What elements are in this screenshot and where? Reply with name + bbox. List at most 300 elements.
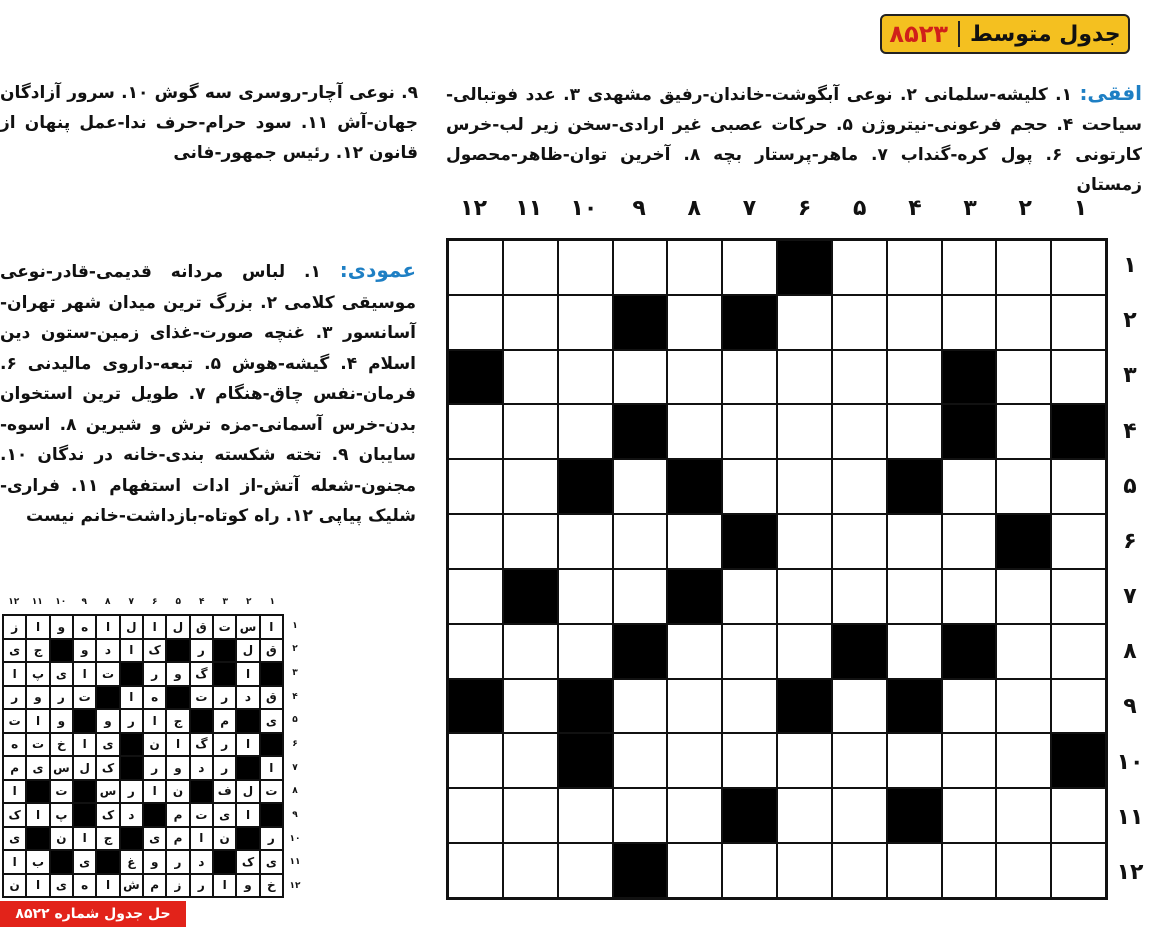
- column-number: ۱۱: [515, 196, 543, 221]
- grid-cell[interactable]: [667, 514, 722, 569]
- grid-cell-black: [667, 459, 722, 514]
- grid-cell[interactable]: [832, 569, 887, 624]
- grid-cell[interactable]: [777, 295, 832, 350]
- grid-cell[interactable]: [503, 514, 558, 569]
- solution-cell: ا: [3, 662, 26, 686]
- solution-cell: ر: [143, 756, 166, 780]
- solution-cell: ا: [236, 662, 259, 686]
- solution-cell-black: [73, 780, 96, 804]
- solution-cell-black: [26, 827, 49, 851]
- solution-cell: ا: [73, 827, 96, 851]
- grid-cell[interactable]: [777, 843, 832, 898]
- grid-cell[interactable]: [996, 624, 1051, 679]
- grid-cell[interactable]: [667, 843, 722, 898]
- row-number: ۵: [1123, 473, 1137, 499]
- grid-cell[interactable]: [942, 788, 997, 843]
- grid-cell[interactable]: [942, 240, 997, 295]
- solution-cell: د: [190, 756, 213, 780]
- grid-cell[interactable]: [832, 459, 887, 514]
- solution-cell: ه: [73, 874, 96, 898]
- solution-cell-black: [236, 827, 259, 851]
- solution-cell-black: [166, 639, 189, 663]
- grid-cell[interactable]: [503, 679, 558, 734]
- grid-cell[interactable]: [448, 843, 503, 898]
- grid-cell-black: [613, 295, 668, 350]
- grid-cell-black: [448, 350, 503, 405]
- solution-cell-black: [96, 686, 119, 710]
- grid-cell[interactable]: [887, 295, 942, 350]
- grid-cell[interactable]: [667, 404, 722, 459]
- solution-cell: ر: [213, 733, 236, 757]
- solution-cell: ک: [143, 639, 166, 663]
- solution-column-numbers: [2, 597, 284, 611]
- grid-cell[interactable]: [832, 240, 887, 295]
- solution-cell: ا: [236, 733, 259, 757]
- solution-cell: ن: [166, 780, 189, 804]
- solution-cell: ت: [213, 615, 236, 639]
- solution-cell: ا: [143, 780, 166, 804]
- crossword-grid: [446, 238, 1108, 900]
- solution-cell: ن: [143, 733, 166, 757]
- solution-cell: و: [50, 709, 73, 733]
- grid-cell[interactable]: [1051, 679, 1106, 734]
- grid-cell[interactable]: [667, 240, 722, 295]
- grid-cell[interactable]: [613, 788, 668, 843]
- solution-cell: ت: [260, 780, 283, 804]
- solution-cell-black: [166, 686, 189, 710]
- solution-cell: ت: [190, 686, 213, 710]
- solution-cell-black: [120, 756, 143, 780]
- grid-cell-black: [832, 624, 887, 679]
- solution-cell-black: [50, 850, 73, 874]
- solution-cell: و: [236, 874, 259, 898]
- grid-cell-black: [942, 404, 997, 459]
- column-number: ۲: [1018, 196, 1032, 221]
- grid-cell[interactable]: [722, 404, 777, 459]
- grid-cell[interactable]: [942, 733, 997, 788]
- title-separator: [958, 21, 960, 47]
- grid-cell[interactable]: [503, 733, 558, 788]
- grid-cell[interactable]: [1051, 350, 1106, 405]
- solution-cell: ر: [3, 686, 26, 710]
- grid-cell[interactable]: [1051, 295, 1106, 350]
- solution-cell: ن: [213, 827, 236, 851]
- grid-cell[interactable]: [777, 350, 832, 405]
- grid-cell[interactable]: [887, 404, 942, 459]
- grid-cell[interactable]: [667, 624, 722, 679]
- solution-row-number: ۹: [292, 810, 298, 821]
- solution-cell: د: [96, 639, 119, 663]
- grid-cell[interactable]: [558, 404, 613, 459]
- solution-column-number: ۹: [81, 597, 87, 607]
- solution-grid: [2, 614, 284, 898]
- solution-cell: ا: [26, 709, 49, 733]
- grid-cell-black: [722, 788, 777, 843]
- solution-cell: و: [50, 615, 73, 639]
- solution-cell: ت: [73, 686, 96, 710]
- solution-cell: ا: [190, 827, 213, 851]
- solution-cell: ر: [50, 686, 73, 710]
- row-number: ۱۱: [1116, 804, 1144, 830]
- solution-cell-black: [96, 850, 119, 874]
- solution-cell: ل: [120, 615, 143, 639]
- grid-cell[interactable]: [887, 733, 942, 788]
- row-numbers: [1110, 238, 1149, 900]
- grid-cell[interactable]: [777, 404, 832, 459]
- grid-cell[interactable]: [722, 240, 777, 295]
- solution-cell: ا: [26, 615, 49, 639]
- column-number: ۱: [1073, 196, 1088, 221]
- solution-cell: و: [26, 686, 49, 710]
- solution-cell-black: [120, 827, 143, 851]
- grid-cell[interactable]: [503, 295, 558, 350]
- grid-cell-black: [558, 459, 613, 514]
- grid-cell[interactable]: [448, 404, 503, 459]
- solution-cell-black: [260, 803, 283, 827]
- solution-cell: ا: [96, 874, 119, 898]
- grid-cell[interactable]: [887, 240, 942, 295]
- grid-cell-black: [613, 404, 668, 459]
- grid-cell[interactable]: [558, 624, 613, 679]
- horizontal-clues: [446, 78, 1142, 200]
- grid-cell[interactable]: [777, 459, 832, 514]
- grid-cell[interactable]: [942, 843, 997, 898]
- grid-cell[interactable]: [996, 679, 1051, 734]
- vertical-clues-text: ۱. لباس مردانه قدیمی-قادر-نوعی موسیقی کلامی ۲. بزرگ ترین میدان شهر تهران-آسانسور ۳. غنچه صورت-غذای زمین-ستون دین اسلام ۴. گیشه-هوش ۵. تبعه-داروی مالیدنی ۶. فرمان-نفس چاق-هنگام ۷. طویل ترین استخوان بدن-خرس آسمانی-مزه ترش و شیرین ۸. اسوه-سایبان ۹. تخته شکسته بندی-خانه در ندگان ۱۰. مجنون-شعله آتش-از ادات استفهام ۱۱. فراری-شلیک پیاپی ۱۲. راه کوتاه-بازداشت-خانم نیست: [0, 262, 417, 526]
- row-number: ۳: [1123, 363, 1137, 389]
- solution-cell: ی: [3, 639, 26, 663]
- grid-cell[interactable]: [503, 350, 558, 405]
- solution-cell: ا: [96, 615, 119, 639]
- grid-cell[interactable]: [722, 624, 777, 679]
- solution-row-number: ۲: [292, 644, 298, 655]
- solution-cell: ی: [73, 850, 96, 874]
- solution-cell-black: [120, 733, 143, 757]
- solution-cell-black: [120, 662, 143, 686]
- grid-cell-black: [942, 350, 997, 405]
- grid-cell-black: [887, 459, 942, 514]
- grid-cell[interactable]: [503, 788, 558, 843]
- puzzle-title-box: [880, 14, 1130, 54]
- grid-cell[interactable]: [503, 624, 558, 679]
- grid-cell-black: [613, 624, 668, 679]
- solution-cell: ت: [96, 662, 119, 686]
- grid-cell[interactable]: [722, 733, 777, 788]
- solution-cell-black: [143, 803, 166, 827]
- solution-row-number: ۱۱: [289, 857, 301, 868]
- solution-cell: ه: [73, 615, 96, 639]
- column-number: ۹: [632, 196, 646, 221]
- grid-cell[interactable]: [448, 569, 503, 624]
- column-numbers: [446, 196, 1108, 226]
- solution-row-number: ۱: [292, 620, 298, 631]
- solution-cell: ا: [213, 874, 236, 898]
- puzzle-number: ۸۵۲۳: [889, 20, 949, 48]
- solution-cell: ب: [26, 850, 49, 874]
- grid-cell[interactable]: [558, 514, 613, 569]
- solution-row-numbers: [286, 614, 304, 898]
- grid-cell[interactable]: [667, 350, 722, 405]
- solution-cell: م: [143, 874, 166, 898]
- solution-column-number: ۳: [222, 597, 228, 607]
- grid-cell[interactable]: [832, 350, 887, 405]
- solution-cell: ق: [260, 686, 283, 710]
- solution-cell: ت: [26, 733, 49, 757]
- grid-cell[interactable]: [613, 459, 668, 514]
- grid-cell[interactable]: [503, 240, 558, 295]
- grid-cell[interactable]: [832, 788, 887, 843]
- grid-cell[interactable]: [996, 843, 1051, 898]
- solution-cell: ا: [73, 733, 96, 757]
- column-number: ۱۰: [570, 196, 598, 221]
- grid-cell[interactable]: [996, 240, 1051, 295]
- column-number: ۱۲: [460, 196, 488, 221]
- solution-cell: ا: [143, 709, 166, 733]
- grid-cell[interactable]: [996, 569, 1051, 624]
- solution-cell: ا: [166, 733, 189, 757]
- grid-cell[interactable]: [1051, 459, 1106, 514]
- grid-cell[interactable]: [942, 569, 997, 624]
- solution-cell-black: [190, 780, 213, 804]
- grid-cell[interactable]: [832, 295, 887, 350]
- solution-cell: ن: [50, 827, 73, 851]
- solution-cell: ل: [166, 615, 189, 639]
- solution-cell: ک: [96, 756, 119, 780]
- grid-cell[interactable]: [832, 679, 887, 734]
- horizontal-heading: افقی:: [1079, 81, 1143, 105]
- solution-cell: و: [143, 850, 166, 874]
- grid-cell[interactable]: [887, 843, 942, 898]
- row-number: ۷: [1123, 584, 1137, 610]
- solution-cell: ز: [3, 615, 26, 639]
- grid-cell[interactable]: [832, 514, 887, 569]
- solution-cell: ی: [96, 733, 119, 757]
- solution-cell: ا: [26, 803, 49, 827]
- solution-cell: و: [166, 662, 189, 686]
- grid-cell[interactable]: [722, 679, 777, 734]
- solution-row-number: ۵: [292, 715, 298, 726]
- grid-cell[interactable]: [1051, 843, 1106, 898]
- solution-column-number: ۱۲: [8, 597, 20, 607]
- solution-row-number: ۶: [292, 739, 298, 750]
- grid-cell[interactable]: [448, 514, 503, 569]
- solution-column-number: ۱: [269, 597, 275, 607]
- grid-cell[interactable]: [777, 624, 832, 679]
- solution-cell: د: [190, 850, 213, 874]
- solution-cell: ر: [143, 662, 166, 686]
- grid-cell-black: [558, 679, 613, 734]
- grid-cell[interactable]: [777, 569, 832, 624]
- solution-cell: ق: [190, 615, 213, 639]
- grid-cell[interactable]: [996, 459, 1051, 514]
- solution-row-number: ۳: [292, 668, 298, 679]
- solution-cell: ج: [166, 709, 189, 733]
- grid-cell[interactable]: [558, 843, 613, 898]
- solution-cell: ل: [236, 639, 259, 663]
- grid-cell[interactable]: [558, 788, 613, 843]
- row-number: ۶: [1123, 528, 1137, 554]
- grid-cell[interactable]: [1051, 240, 1106, 295]
- solution-cell: خ: [260, 874, 283, 898]
- solution-column-number: ۵: [175, 597, 181, 607]
- solution-cell: ت: [3, 709, 26, 733]
- solution-cell-black: [213, 850, 236, 874]
- solution-cell: ل: [73, 756, 96, 780]
- solution-cell: ک: [236, 850, 259, 874]
- solution-cell: ه: [3, 733, 26, 757]
- solution-cell: ا: [236, 803, 259, 827]
- grid-cell[interactable]: [503, 459, 558, 514]
- grid-cell[interactable]: [1051, 788, 1106, 843]
- grid-cell[interactable]: [558, 240, 613, 295]
- solution-cell: ه: [143, 686, 166, 710]
- solution-cell: ی: [260, 709, 283, 733]
- grid-cell[interactable]: [613, 733, 668, 788]
- grid-cell[interactable]: [996, 404, 1051, 459]
- grid-cell[interactable]: [996, 350, 1051, 405]
- solution-cell: م: [3, 756, 26, 780]
- solution-cell: ی: [213, 803, 236, 827]
- solution-cell: م: [166, 803, 189, 827]
- solution-cell: پ: [50, 803, 73, 827]
- solution-cell: ج: [26, 639, 49, 663]
- grid-cell[interactable]: [832, 404, 887, 459]
- grid-cell[interactable]: [503, 843, 558, 898]
- row-number: ۱۰: [1116, 749, 1144, 775]
- grid-cell[interactable]: [832, 733, 887, 788]
- grid-cell[interactable]: [777, 788, 832, 843]
- row-number: ۲: [1123, 308, 1137, 334]
- solution-cell: د: [120, 803, 143, 827]
- solution-row-number: ۴: [292, 691, 298, 702]
- grid-cell[interactable]: [996, 733, 1051, 788]
- solution-cell: ی: [260, 850, 283, 874]
- solution-cell: ا: [120, 639, 143, 663]
- grid-cell-black: [1051, 733, 1106, 788]
- grid-cell[interactable]: [887, 569, 942, 624]
- solution-cell: س: [50, 756, 73, 780]
- grid-cell[interactable]: [722, 350, 777, 405]
- grid-cell[interactable]: [777, 733, 832, 788]
- grid-cell[interactable]: [613, 350, 668, 405]
- grid-cell[interactable]: [448, 295, 503, 350]
- solution-cell: ر: [213, 756, 236, 780]
- grid-cell[interactable]: [667, 733, 722, 788]
- column-number: ۸: [687, 196, 701, 221]
- grid-cell[interactable]: [448, 240, 503, 295]
- grid-cell[interactable]: [887, 350, 942, 405]
- grid-cell[interactable]: [722, 459, 777, 514]
- solution-cell-black: [260, 662, 283, 686]
- solution-cell: ت: [50, 780, 73, 804]
- grid-cell[interactable]: [887, 624, 942, 679]
- solution-cell: ز: [166, 874, 189, 898]
- solution-cell: ک: [96, 803, 119, 827]
- grid-cell[interactable]: [448, 733, 503, 788]
- solution-cell: ا: [73, 662, 96, 686]
- solution-cell: خ: [50, 733, 73, 757]
- solution-cell: س: [96, 780, 119, 804]
- grid-cell[interactable]: [448, 459, 503, 514]
- grid-cell[interactable]: [996, 295, 1051, 350]
- solution-cell: ر: [260, 827, 283, 851]
- grid-cell[interactable]: [558, 569, 613, 624]
- puzzle-title: جدول متوسط: [970, 21, 1121, 47]
- grid-cell[interactable]: [996, 788, 1051, 843]
- row-number: ۱: [1123, 253, 1137, 279]
- solution-row-number: ۱۲: [289, 881, 301, 892]
- grid-cell[interactable]: [777, 514, 832, 569]
- grid-cell[interactable]: [558, 350, 613, 405]
- grid-cell-black: [722, 514, 777, 569]
- grid-cell[interactable]: [832, 843, 887, 898]
- solution-cell: ا: [260, 615, 283, 639]
- solution-column-number: ۲: [246, 597, 252, 607]
- grid-cell[interactable]: [503, 404, 558, 459]
- solution-cell: ت: [190, 803, 213, 827]
- grid-cell[interactable]: [722, 569, 777, 624]
- grid-cell[interactable]: [942, 514, 997, 569]
- grid-cell[interactable]: [1051, 624, 1106, 679]
- vertical-clues: [0, 255, 416, 532]
- grid-cell[interactable]: [448, 624, 503, 679]
- solution-cell-black: [26, 780, 49, 804]
- solution-cell: ی: [50, 874, 73, 898]
- grid-cell[interactable]: [887, 514, 942, 569]
- grid-cell-black: [613, 843, 668, 898]
- column-number: ۴: [908, 196, 922, 221]
- solution-cell-black: [190, 709, 213, 733]
- solution-cell: غ: [120, 850, 143, 874]
- solution-cell: ا: [3, 780, 26, 804]
- grid-cell[interactable]: [558, 295, 613, 350]
- solution-cell: ج: [96, 827, 119, 851]
- grid-cell[interactable]: [613, 569, 668, 624]
- grid-cell[interactable]: [448, 788, 503, 843]
- solution-cell: ق: [260, 639, 283, 663]
- grid-cell[interactable]: [613, 240, 668, 295]
- solution-cell-black: [73, 803, 96, 827]
- grid-cell-black: [942, 624, 997, 679]
- solution-cell: و: [73, 639, 96, 663]
- solution-cell: و: [166, 756, 189, 780]
- solution-cell: گ: [190, 733, 213, 757]
- solution-cell: ی: [3, 827, 26, 851]
- solution-cell-black: [73, 709, 96, 733]
- grid-cell[interactable]: [942, 679, 997, 734]
- solution-cell: ا: [120, 686, 143, 710]
- grid-cell[interactable]: [667, 295, 722, 350]
- solution-cell: د: [236, 686, 259, 710]
- solution-cell: س: [236, 615, 259, 639]
- horizontal-clues-continued: ۹. نوعی آچار-روسری سه گوش ۱۰. سرور آزادگان جهان-آش ۱۱. سود حرام-حرف ندا-عمل پنهان از قانون ۱۲. رئیس جمهور-فانی: [0, 83, 419, 163]
- grid-cell[interactable]: [942, 459, 997, 514]
- grid-cell-black: [887, 679, 942, 734]
- grid-cell[interactable]: [1051, 569, 1106, 624]
- grid-cell[interactable]: [722, 843, 777, 898]
- grid-cell[interactable]: [942, 295, 997, 350]
- grid-cell[interactable]: [667, 679, 722, 734]
- grid-cell-black: [777, 240, 832, 295]
- solution-cell-black: [236, 709, 259, 733]
- solution-cell: ا: [3, 850, 26, 874]
- grid-cell[interactable]: [613, 679, 668, 734]
- solution-column-number: ۱۰: [55, 597, 67, 607]
- grid-cell-black: [667, 569, 722, 624]
- grid-cell[interactable]: [667, 788, 722, 843]
- grid-cell[interactable]: [1051, 514, 1106, 569]
- grid-cell[interactable]: [613, 514, 668, 569]
